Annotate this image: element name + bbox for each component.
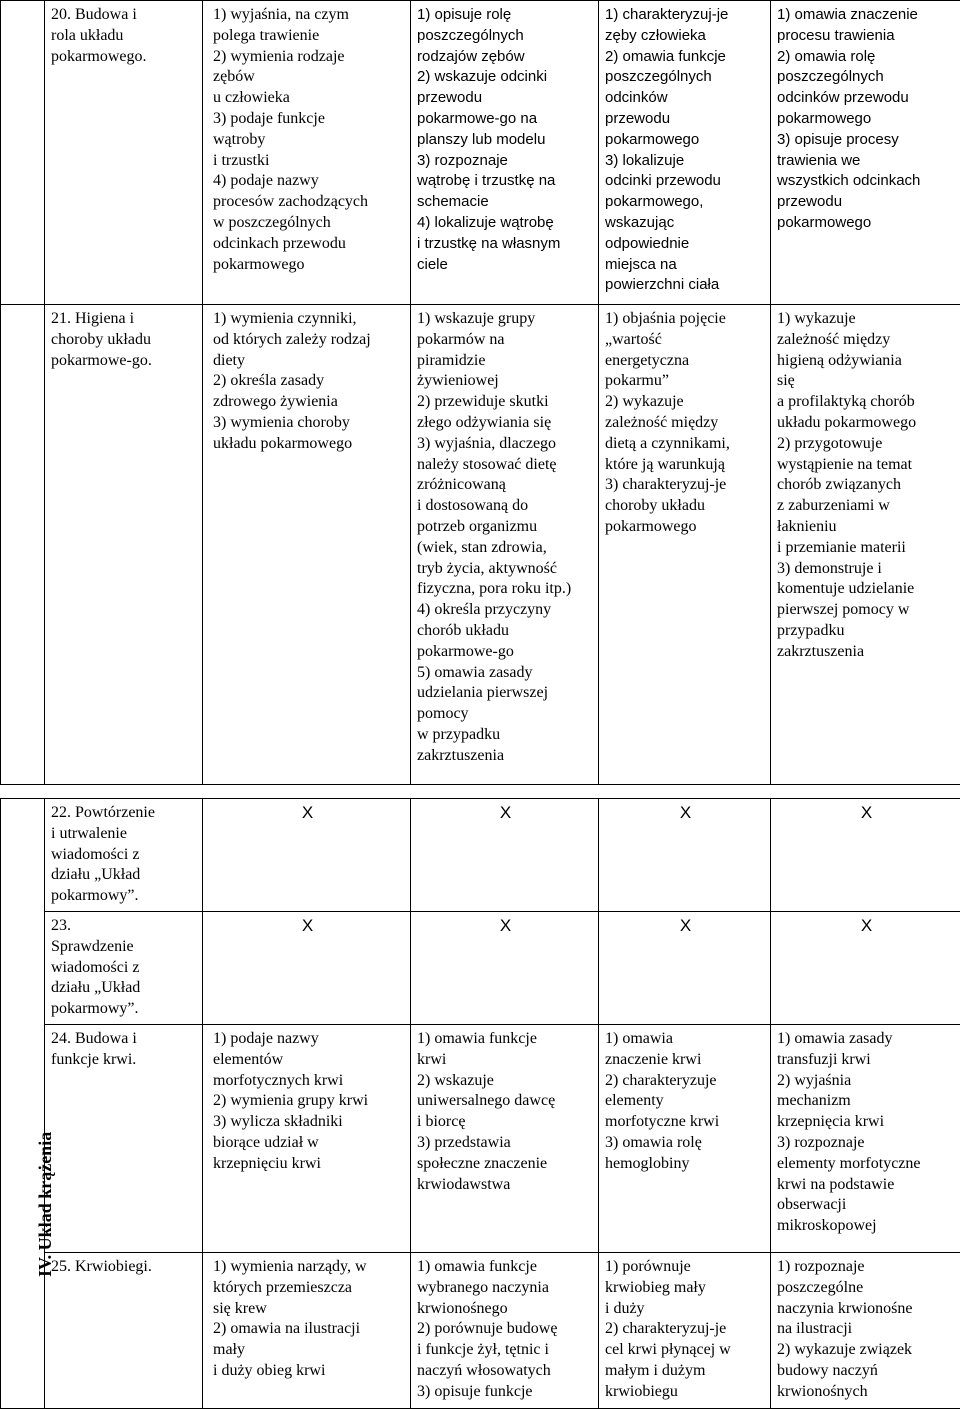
- text-line: morfotycznych krwi: [213, 1071, 406, 1092]
- text-line: pokarmowe-go.: [51, 351, 198, 372]
- requirements-basic-cell: [203, 305, 411, 785]
- text-line: elementy: [605, 1091, 766, 1112]
- text-line: pokarmu”: [605, 371, 766, 392]
- text-line: i trzustki: [213, 151, 406, 172]
- text-line: polega trawienie: [213, 26, 406, 47]
- text-line: 1) omawia funkcje: [417, 1029, 594, 1050]
- text-line: 3) przedstawia: [417, 1133, 594, 1154]
- text-line: mechanizm: [777, 1091, 956, 1112]
- text-line: których przemieszcza: [213, 1278, 406, 1299]
- text-line: zróżnicowaną: [417, 475, 594, 496]
- text-line: 2) porównuje budowę: [417, 1319, 594, 1340]
- text-line: udzielania pierwszej: [417, 683, 594, 704]
- text-line: działu „Układ: [51, 865, 198, 886]
- text-line: i utrwalenie: [51, 824, 198, 845]
- text-line: dietą a czynnikami,: [605, 434, 766, 455]
- text-line: na ilustracji: [777, 1319, 956, 1340]
- text-line: obserwacji: [777, 1195, 956, 1216]
- text-line: i duży: [605, 1299, 766, 1320]
- text-line: złego odżywiania się: [417, 413, 594, 434]
- text-line: odpowiednie: [605, 234, 766, 255]
- section-label: IV. Układ krążenia: [35, 1132, 56, 1277]
- text-line: 4) lokalizuje wątrobę: [417, 213, 594, 234]
- text-line: się: [777, 371, 956, 392]
- text-line: 1) omawia zasady: [777, 1029, 956, 1050]
- requirements-very-good-cell: [771, 305, 960, 785]
- text-line: i przemianie materii: [777, 538, 956, 559]
- text-line: poszczególnych: [777, 67, 956, 88]
- text-line: w poszczególnych: [213, 213, 406, 234]
- table-row: [1, 1252, 960, 1408]
- text-line: pokarmowego: [777, 213, 956, 234]
- x-mark: X: [599, 799, 771, 912]
- requirements-extended-cell: [411, 1252, 599, 1408]
- text-line: odcinków przewodu: [777, 88, 956, 109]
- text-line: poszczególnych: [605, 67, 766, 88]
- text-line: 22. Powtórzenie: [51, 803, 198, 824]
- text-line: 1) wykazuje: [777, 309, 956, 330]
- text-line: pokarmowego.: [51, 47, 198, 68]
- x-mark: X: [599, 911, 771, 1024]
- text-line: zębów: [213, 67, 406, 88]
- text-line: pokarmowe-go: [417, 642, 594, 663]
- text-line: schemacie: [417, 192, 594, 213]
- text-line: pokarmowego: [213, 255, 406, 276]
- text-line: 2) wyjaśnia: [777, 1071, 956, 1092]
- text-line: a profilaktyką chorób: [777, 392, 956, 413]
- text-line: społeczne znaczenie: [417, 1154, 594, 1175]
- text-line: 2) charakteryzuj-je: [605, 1319, 766, 1340]
- text-line: piramidzie: [417, 351, 594, 372]
- text-line: 3) wymienia choroby: [213, 413, 406, 434]
- text-line: krwi: [417, 1050, 594, 1071]
- text-line: pokarmowego,: [605, 192, 766, 213]
- text-line: krwiobieg mały: [605, 1278, 766, 1299]
- text-line: pomocy: [417, 704, 594, 725]
- text-line: 21. Higiena i: [51, 309, 198, 330]
- text-line: 2) wykazuje: [605, 392, 766, 413]
- section-cell: [1, 1, 45, 305]
- text-line: 1) opisuje rolę: [417, 5, 594, 26]
- text-line: i funkcje żył, tętnic i: [417, 1340, 594, 1361]
- text-line: i biorcę: [417, 1112, 594, 1133]
- text-line: przewodu: [777, 192, 956, 213]
- text-line: elementów: [213, 1050, 406, 1071]
- requirements-extended-cell: [411, 305, 599, 785]
- text-line: 5) omawia zasady: [417, 663, 594, 684]
- text-line: 4) określa przyczyny: [417, 600, 594, 621]
- requirements-very-good-cell: [771, 1024, 960, 1252]
- text-line: wiadomości z: [51, 845, 198, 866]
- text-line: 1) porównuje: [605, 1257, 766, 1278]
- text-line: 2) wykazuje związek: [777, 1340, 956, 1361]
- requirements-basic-cell: [203, 1024, 411, 1252]
- text-line: choroby układu: [605, 496, 766, 517]
- text-line: transfuzji krwi: [777, 1050, 956, 1071]
- text-line: działu „Układ: [51, 978, 198, 999]
- x-mark: X: [203, 911, 411, 1024]
- text-line: 3) charakteryzuj-je: [605, 475, 766, 496]
- text-line: 1) wyjaśnia, na czym: [213, 5, 406, 26]
- text-line: komentuje udzielanie: [777, 579, 956, 600]
- requirements-very-good-cell: [771, 1252, 960, 1408]
- text-line: krwiobiegu: [605, 1382, 766, 1403]
- requirements-good-cell: [599, 305, 771, 785]
- table-row: [1, 911, 960, 1024]
- text-line: pokarmowego: [605, 517, 766, 538]
- x-mark: X: [411, 911, 599, 1024]
- text-line: cel krwi płynącej w: [605, 1340, 766, 1361]
- text-line: rola układu: [51, 26, 198, 47]
- text-line: powierzchni ciała: [605, 275, 766, 296]
- text-line: i trzustkę na własnym: [417, 234, 594, 255]
- text-line: 3) wylicza składniki: [213, 1112, 406, 1133]
- text-line: Sprawdzenie: [51, 937, 198, 958]
- topic-cell: [45, 1, 203, 305]
- text-line: od których zależy rodzaj: [213, 330, 406, 351]
- topic-cell: [45, 1024, 203, 1252]
- text-line: 1) objaśnia pojęcie: [605, 309, 766, 330]
- text-line: które ją warunkują: [605, 455, 766, 476]
- text-line: fizyczna, pora roku itp.): [417, 579, 594, 600]
- text-line: przewodu: [605, 109, 766, 130]
- text-line: pokarmowego: [777, 109, 956, 130]
- requirements-basic-cell: [203, 1, 411, 305]
- text-line: hemoglobiny: [605, 1154, 766, 1175]
- text-line: pokarmowe-go na: [417, 109, 594, 130]
- text-line: poszczególne: [777, 1278, 956, 1299]
- text-line: 3) rozpoznaje: [417, 151, 594, 172]
- text-line: 2) wymienia rodzaje: [213, 47, 406, 68]
- text-line: 3) wyjaśnia, dlaczego: [417, 434, 594, 455]
- section-cell: [1, 799, 45, 1409]
- table-row: [1, 305, 960, 785]
- text-line: 1) wymienia narządy, w: [213, 1257, 406, 1278]
- text-line: procesu trawienia: [777, 26, 956, 47]
- text-line: 2) określa zasady: [213, 371, 406, 392]
- text-line: 1) wskazuje grupy: [417, 309, 594, 330]
- text-line: wskazując: [605, 213, 766, 234]
- text-line: pokarmów na: [417, 330, 594, 351]
- text-line: morfotyczne krwi: [605, 1112, 766, 1133]
- text-line: i duży obieg krwi: [213, 1361, 406, 1382]
- requirements-extended-cell: [411, 1, 599, 305]
- topic-cell: [45, 911, 203, 1024]
- text-line: 3) opisuje procesy: [777, 130, 956, 151]
- text-line: odcinków: [605, 88, 766, 109]
- topic-cell: [45, 1252, 203, 1408]
- text-line: pokarmowy”.: [51, 886, 198, 907]
- text-line: choroby układu: [51, 330, 198, 351]
- text-line: poszczególnych: [417, 26, 594, 47]
- text-line: 2) wymienia grupy krwi: [213, 1091, 406, 1112]
- text-line: wątroby: [213, 130, 406, 151]
- requirements-very-good-cell: [771, 1, 960, 305]
- table-row: [1, 1, 960, 305]
- text-line: trawienia we: [777, 151, 956, 172]
- text-line: miejsca na: [605, 255, 766, 276]
- text-line: przypadku: [777, 621, 956, 642]
- text-line: się krew: [213, 1299, 406, 1320]
- text-line: „wartość: [605, 330, 766, 351]
- x-mark: X: [771, 911, 960, 1024]
- text-line: 3) omawia rolę: [605, 1133, 766, 1154]
- text-line: żywieniowej: [417, 371, 594, 392]
- text-line: 2) wskazuje: [417, 1071, 594, 1092]
- x-mark: X: [203, 799, 411, 912]
- text-line: zależność między: [777, 330, 956, 351]
- text-line: 1) wymienia czynniki,: [213, 309, 406, 330]
- text-line: wybranego naczynia: [417, 1278, 594, 1299]
- text-line: procesów zachodzących: [213, 192, 406, 213]
- text-line: diety: [213, 351, 406, 372]
- text-line: (wiek, stan zdrowia,: [417, 538, 594, 559]
- topic-cell: [45, 305, 203, 785]
- text-line: budowy naczyń: [777, 1361, 956, 1382]
- text-line: 20. Budowa i: [51, 5, 198, 26]
- text-line: 3) demonstruje i: [777, 559, 956, 580]
- text-line: 1) omawia znaczenie: [777, 5, 956, 26]
- text-line: układu pokarmowego: [213, 434, 406, 455]
- text-line: rodzajów zębów: [417, 47, 594, 68]
- text-line: zależność między: [605, 413, 766, 434]
- text-line: wszystkich odcinkach: [777, 171, 956, 192]
- text-line: i dostosowaną do: [417, 496, 594, 517]
- table-row: [1, 1024, 960, 1252]
- text-line: elementy morfotyczne: [777, 1154, 956, 1175]
- text-line: uniwersalnego dawcę: [417, 1091, 594, 1112]
- text-line: mikroskopowej: [777, 1216, 956, 1237]
- text-line: tryb życia, aktywność: [417, 559, 594, 580]
- text-line: z zaburzeniami w: [777, 496, 956, 517]
- text-line: 2) omawia na ilustracji: [213, 1319, 406, 1340]
- text-line: ciele: [417, 255, 594, 276]
- x-mark: X: [411, 799, 599, 912]
- text-line: chorób układu: [417, 621, 594, 642]
- text-line: układu pokarmowego: [777, 413, 956, 434]
- text-line: pokarmowego: [605, 130, 766, 151]
- text-line: 1) rozpoznaje: [777, 1257, 956, 1278]
- requirements-basic-cell: [203, 1252, 411, 1408]
- text-line: 4) podaje nazwy: [213, 171, 406, 192]
- text-line: odcinki przewodu: [605, 171, 766, 192]
- text-line: 3) opisuje funkcje: [417, 1382, 594, 1403]
- text-line: funkcje krwi.: [51, 1050, 198, 1071]
- text-line: przewodu: [417, 88, 594, 109]
- text-line: małym i dużym: [605, 1361, 766, 1382]
- text-line: 1) podaje nazwy: [213, 1029, 406, 1050]
- text-line: potrzeb organizmu: [417, 517, 594, 538]
- text-line: pierwszej pomocy w: [777, 600, 956, 621]
- text-line: 3) podaje funkcje: [213, 109, 406, 130]
- requirements-good-cell: [599, 1, 771, 305]
- requirements-good-cell: [599, 1252, 771, 1408]
- text-line: zdrowego żywienia: [213, 392, 406, 413]
- text-line: wątrobę i trzustkę na: [417, 171, 594, 192]
- text-line: wiadomości z: [51, 958, 198, 979]
- text-line: chorób związanych: [777, 475, 956, 496]
- text-line: biorące udział w: [213, 1133, 406, 1154]
- text-line: 2) wskazuje odcinki: [417, 67, 594, 88]
- text-line: 2) charakteryzuje: [605, 1071, 766, 1092]
- text-line: 2) omawia rolę: [777, 47, 956, 68]
- text-line: planszy lub modelu: [417, 130, 594, 151]
- requirements-extended-cell: [411, 1024, 599, 1252]
- text-line: 1) charakteryzuj-je: [605, 5, 766, 26]
- text-line: krzepnięciu krwi: [213, 1154, 406, 1175]
- text-line: łaknieniu: [777, 517, 956, 538]
- text-line: 2) przygotowuje: [777, 434, 956, 455]
- text-line: należy stosować dietę: [417, 455, 594, 476]
- text-line: krzepnięcia krwi: [777, 1112, 956, 1133]
- topic-cell: [45, 799, 203, 912]
- text-line: 2) przewiduje skutki: [417, 392, 594, 413]
- table-row: [1, 799, 960, 912]
- text-line: naczynia krwionośne: [777, 1299, 956, 1320]
- bottom-curriculum-table: [0, 798, 960, 1409]
- requirements-good-cell: [599, 1024, 771, 1252]
- text-line: u człowieka: [213, 88, 406, 109]
- text-line: 3) lokalizuje: [605, 151, 766, 172]
- text-line: krwiodawstwa: [417, 1175, 594, 1196]
- text-line: 1) omawia: [605, 1029, 766, 1050]
- text-line: krwionośnych: [777, 1382, 956, 1403]
- text-line: 2) omawia funkcje: [605, 47, 766, 68]
- text-line: 23.: [51, 916, 198, 937]
- text-line: naczyń włosowatych: [417, 1361, 594, 1382]
- text-line: higieną odżywiania: [777, 351, 956, 372]
- text-line: pokarmowy”.: [51, 999, 198, 1020]
- text-line: w przypadku: [417, 725, 594, 746]
- text-line: odcinkach przewodu: [213, 234, 406, 255]
- section-cell: [1, 305, 45, 785]
- text-line: zakrztuszenia: [777, 642, 956, 663]
- text-line: 1) omawia funkcje: [417, 1257, 594, 1278]
- text-line: 25. Krwiobiegi.: [51, 1257, 198, 1278]
- text-line: 3) rozpoznaje: [777, 1133, 956, 1154]
- x-mark: X: [771, 799, 960, 912]
- text-line: krwionośnego: [417, 1299, 594, 1320]
- text-line: 24. Budowa i: [51, 1029, 198, 1050]
- text-line: wystąpienie na temat: [777, 455, 956, 476]
- text-line: mały: [213, 1340, 406, 1361]
- text-line: zakrztuszenia: [417, 746, 594, 767]
- text-line: krwi na podstawie: [777, 1175, 956, 1196]
- text-line: zęby człowieka: [605, 26, 766, 47]
- text-line: energetyczna: [605, 351, 766, 372]
- text-line: znaczenie krwi: [605, 1050, 766, 1071]
